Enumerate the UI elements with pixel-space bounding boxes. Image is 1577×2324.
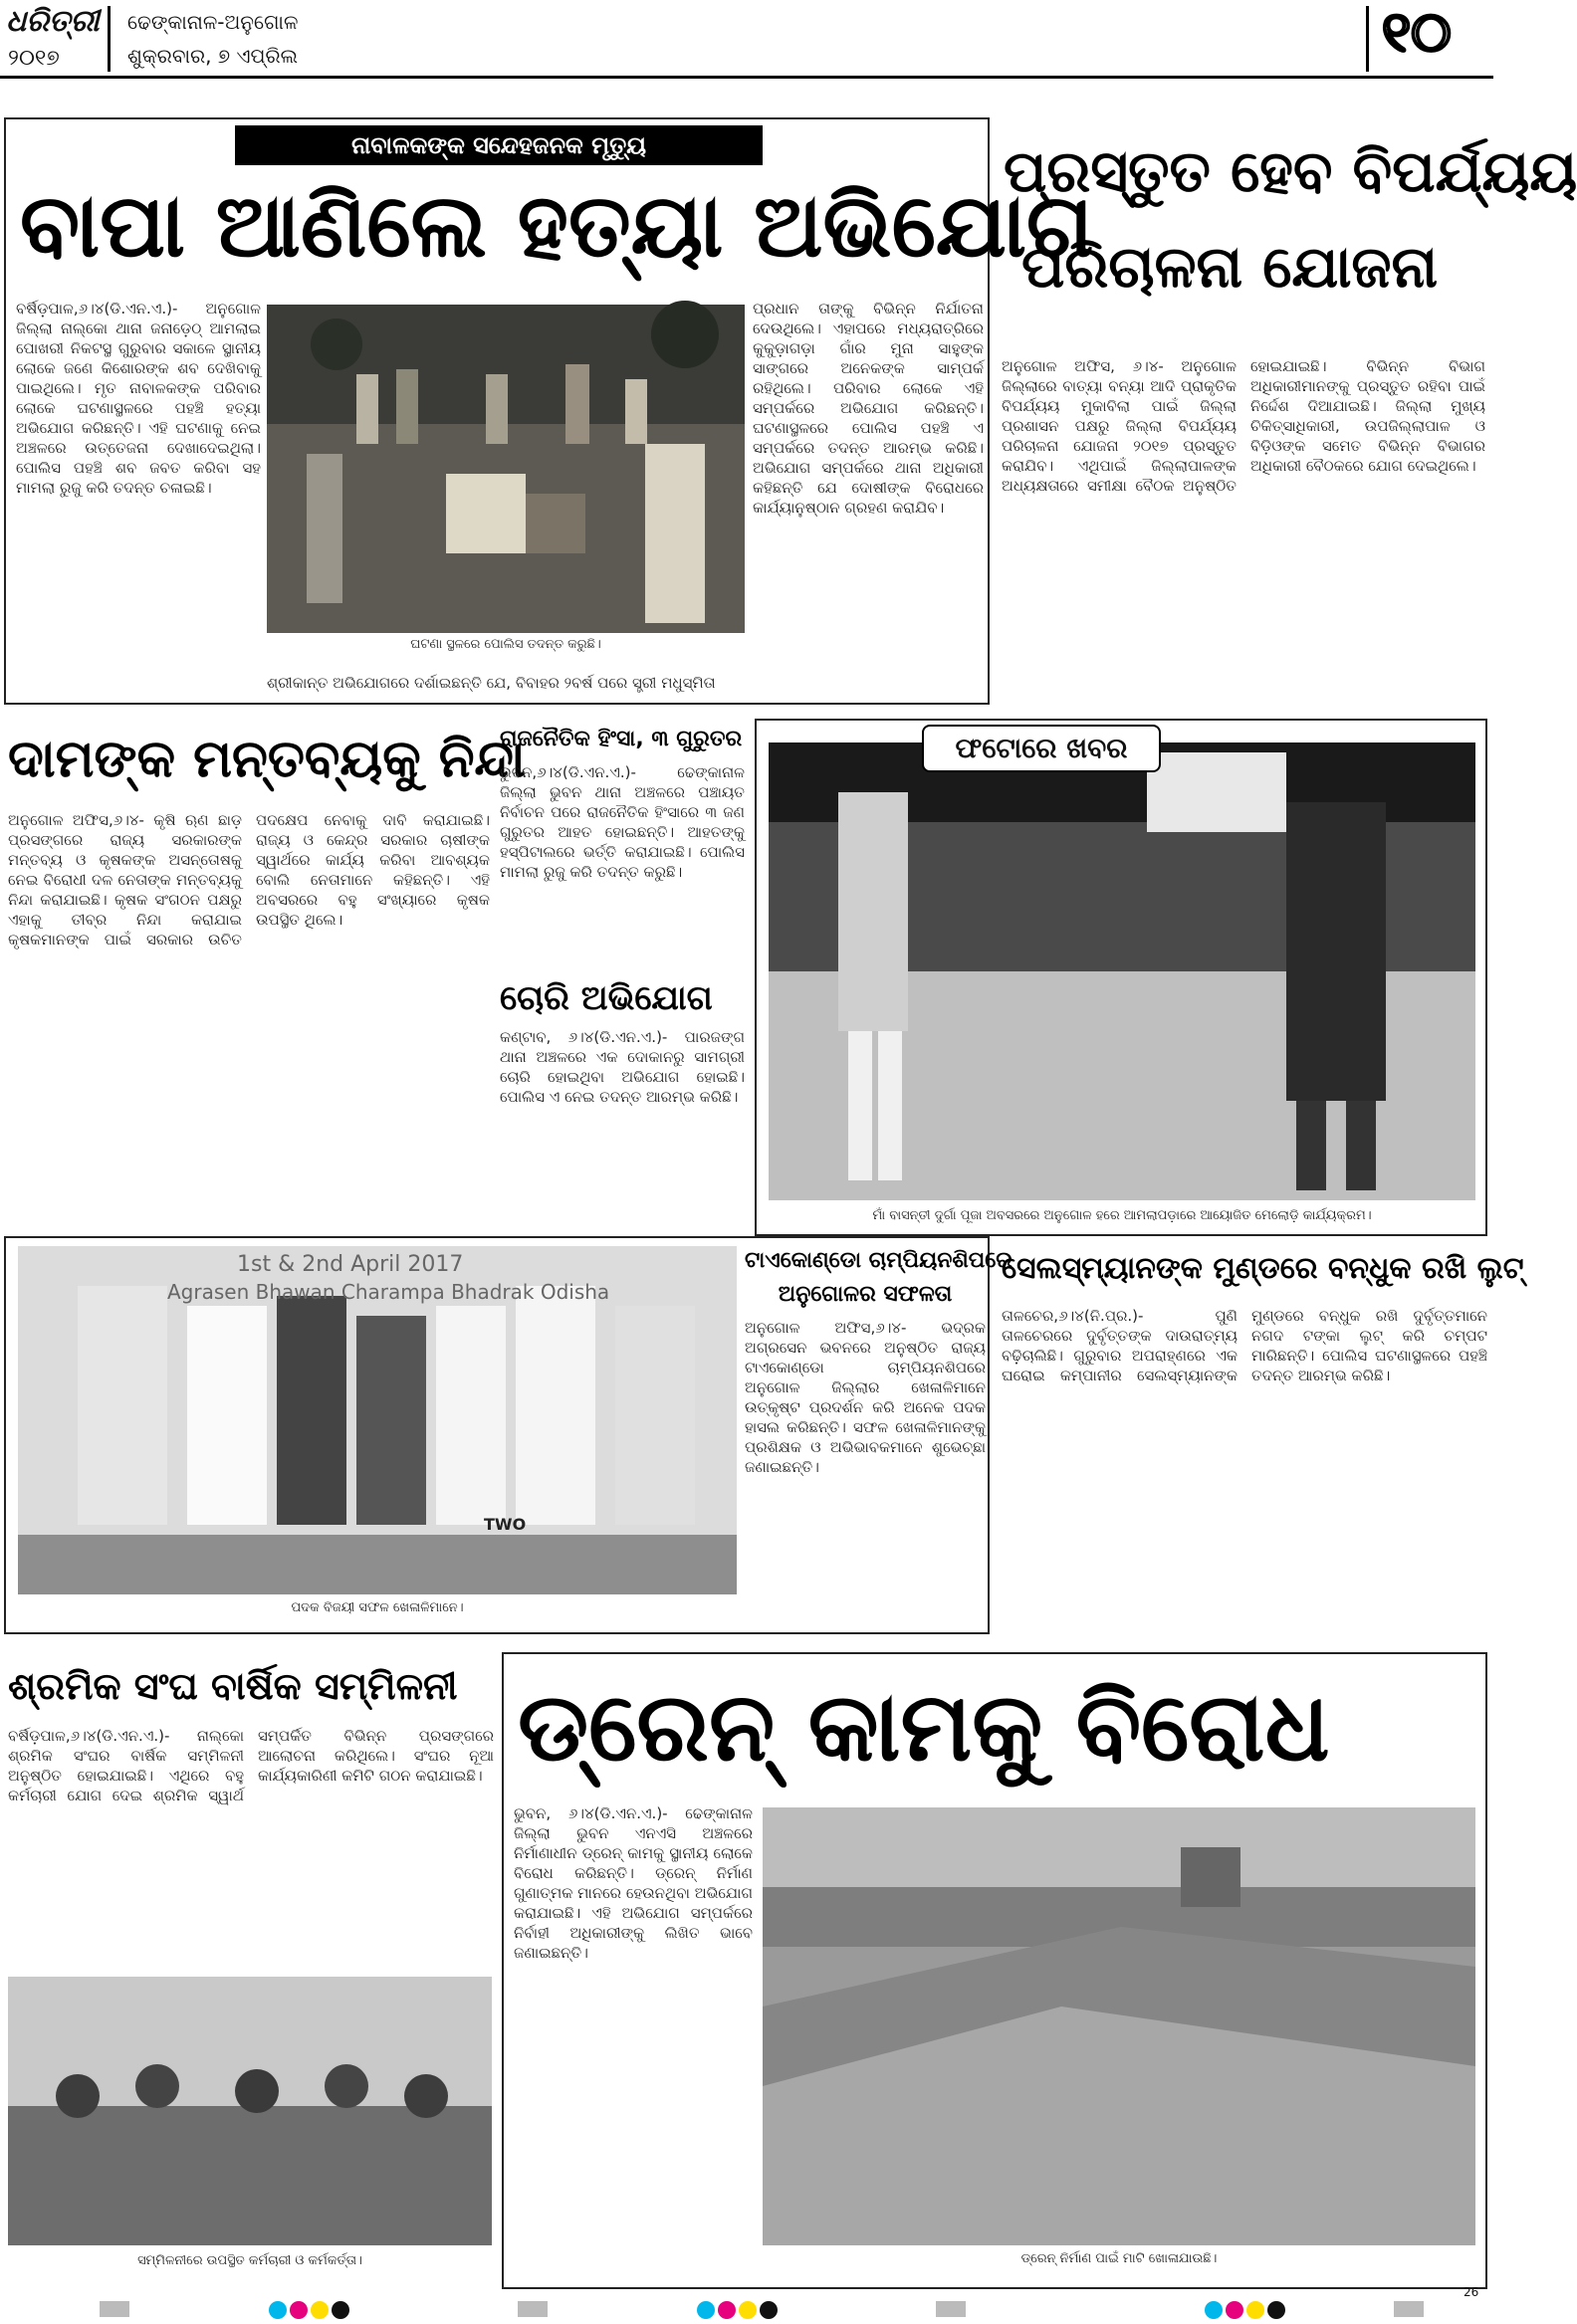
- swatch-magenta: [718, 2301, 736, 2319]
- story5-headline: ଚୋରି ଅଭିଯୋଗ: [500, 978, 713, 1018]
- meeting-hall-graphic: [8, 1977, 492, 2245]
- story8-headline: ସେଲସ୍‌ମ୍ୟାନଙ୍କ ମୁଣ୍ଡରେ ବନ୍ଧୁକ ରଖି ଲୁଟ୍: [1002, 1251, 1524, 1286]
- story-photo-news: [755, 719, 1487, 1236]
- story7-body: ଅନୁଗୋଳ ଅଫିସ,୬।୪- ଭଦ୍ରକ ଅଗ୍ରସେନ ଭବନରେ ଅନୁଷ୍ଠିତ ରାଜ୍ୟ ଟାଏକୋଣ୍ଡୋ ଚାମ୍ପିୟନଶିପରେ ଅନୁଗୋଳ ଜିଲ୍ଲାର ଖେଳାଳିମାନେ ଉତ୍କୃଷ୍ଟ ପ୍ରଦର୍ଶନ କରି ଅନେକ ପଦକ ହାସଲ କରିଛନ୍ତି। ସଫଳ ଖେଳାଳିମାନଙ୍କୁ ପ୍ରଶିକ୍ଷକ ଓ ଅଭିଭାବକମାନେ ଶୁଭେଚ୍ଛା ଜଣାଇଛନ୍ତି।: [745, 1319, 986, 1476]
- concert-stage-graphic: [769, 742, 1475, 1200]
- swatch-cyan: [1205, 2301, 1223, 2319]
- story6-photo: [769, 742, 1475, 1200]
- swatch-cyan: [269, 2301, 287, 2319]
- story10-body: ଭୁବନ, ୬।୪(ଡି.ଏନ.ଏ.)- ଢେଙ୍କାନାଳ ଜିଲ୍ଲା ଭୁବନ ଏନଏସି ଅଞ୍ଚଳରେ ନିର୍ମାଣାଧୀନ ଡ୍ରେନ୍ କାମକୁ ସ୍ଥାନୀୟ ଲୋକେ ବିରୋଧ କରିଛନ୍ତି। ଡ୍ରେନ୍ ନିର୍ମାଣ ଗୁଣାତ୍ମକ ମାନରେ ହେଉନଥିବା ଅଭିଯୋଗ କରାଯାଇଛି। ଏହି ଅଭିଯୋଗ ସମ୍ପର୍କରେ ନିର୍ବାହୀ ଅଧିକାରୀଙ୍କୁ ଲିଖିତ ଭାବେ ଜଣାଇଛନ୍ତି।: [514, 1804, 753, 1962]
- story-political-violence: [498, 719, 747, 969]
- register-block: [100, 2301, 129, 2317]
- story1-headline: ବାପା ଆଣିଲେ ହତ୍ୟା ଅଭିଯୋଗ: [20, 174, 1094, 277]
- register-block: [1394, 2301, 1424, 2317]
- story9-headline: ଶ୍ରମିକ ସଂଘ ବାର୍ଷିକ ସମ୍ମିଳନୀ: [8, 1664, 458, 1708]
- swatch-magenta: [1226, 2301, 1243, 2319]
- story-taekwondo: [4, 1236, 1013, 1634]
- register-block: [518, 2301, 548, 2317]
- story1-body-right: ପ୍ରଧାନ ତାଙ୍କୁ ବିଭିନ୍ନ ନିର୍ଯାତନା ଦେଉଥିଲେ। ଏହାପରେ ମଧ୍ୟରାତ୍ରିରେ କୁକୁଡ଼ାଗଡ଼ା ଗାଁର ମୁନା ସାହୁଙ୍କ ସାଙ୍ଗରେ ଅନେକଙ୍କ ସାମ୍ପର୍କ ରହିଥିଲେ। ପରିବାର ଲୋକେ ଏହି ସମ୍ପର୍କରେ ଅଭିଯୋଗ କରିଛନ୍ତି। ଘଟଣାସ୍ଥଳରେ ପୋଲିସ ପହଞ୍ଚି ଏ ସମ୍ପର୍କରେ ତଦନ୍ତ ଆରମ୍ଭ କରିଛି। ଅଭିଯୋଗ ସମ୍ପର୍କରେ ଥାନା ଅଧିକାରୀ କହିଛନ୍ତି ଯେ ଦୋଷୀଙ୍କ ବିରୋଧରେ କାର୍ଯ୍ୟାନୁଷ୍ଠାନ ଗ୍ରହଣ କରାଯିବ।: [753, 300, 984, 517]
- story3-headline: ଦାମଙ୍କ ମନ୍ତବ୍ୟକୁ ନିନ୍ଦା: [8, 730, 526, 789]
- story10-caption: ଡ୍ରେନ୍ ନିର୍ମାଣ ପାଇଁ ମାଟି ଖୋଳାଯାଉଛି।: [1020, 2251, 1218, 2266]
- story-theft-allegation: [498, 975, 747, 1236]
- register-block: [936, 2301, 966, 2317]
- story10-photo: [763, 1807, 1475, 2245]
- print-footer: [0, 2285, 1493, 2324]
- masthead-edition: ଢେଙ୍କାନାଳ-ଅନୁଗୋଳ: [127, 10, 299, 34]
- photo-news-badge: ଫଟୋରେ ଖବର: [922, 725, 1161, 772]
- story-murder-allegation: [4, 117, 1094, 705]
- color-swatches-3: [1205, 2301, 1288, 2323]
- swatch-yellow: [311, 2301, 329, 2319]
- story7-headline-line2: ଅନୁଗୋଳର ସଫଳତା: [778, 1282, 953, 1307]
- page-number: ୧୦: [1382, 0, 1452, 65]
- story-salesman-robbery: [996, 1236, 1524, 1634]
- story7-photo: [18, 1246, 737, 1594]
- story9-body: ବର୍ଷିଡ଼ପାଳ,୬।୪(ଡି.ଏନ.ଏ.)- ନାଲ୍କୋ ଶ୍ରମିକ ସଂଘର ବାର୍ଷିକ ସମ୍ମିଳନୀ ଅନୁଷ୍ଠିତ ହୋଇଯାଇଛି। ଏଥିରେ ବହୁ କର୍ମଚାରୀ ଯୋଗ ଦେଇ ଶ୍ରମିକ ସ୍ୱାର୍ଥ ସମ୍ପର୍କିତ ବିଭିନ୍ନ ପ୍ରସଙ୍ଗରେ ଆଲୋଚନା କରିଥିଲେ। ସଂଘର ନୂଆ କାର୍ଯ୍ୟକାରିଣୀ କମିଟି ଗଠନ କରାଯାଇଛି।: [8, 1727, 494, 1804]
- story4-headline: ରାଜନୈତିକ ହିଂସା, ୩ ଗୁରୁତର: [500, 727, 743, 751]
- banner-subtext: Agrasen Bhawan Charampa Bhadrak Odisha: [167, 1280, 610, 1304]
- story9-caption: ସମ୍ମିଳନୀରେ ଉପସ୍ଥିତ କର୍ମଚାରୀ ଓ କର୍ମକର୍ତ୍ତା।: [137, 2253, 362, 2268]
- page-code: 26: [1464, 2285, 1479, 2299]
- story7-headline-line1: ଟାଏକୋଣ୍ଡୋ ଚାମ୍ପିୟନଶିପରେ: [745, 1248, 1013, 1273]
- story-condemnation: [4, 719, 526, 1236]
- story9-photo: [8, 1977, 492, 2245]
- story8-body: ତାଳଚେର,୬।୪(ନି.ପ୍ର.)- ପୁଣି ତାଳଚେରରେ ଦୁର୍ବୃତ୍ତଙ୍କ ଦାଉରାତ୍ମ୍ୟ ବଢ଼ିଚାଲିଛି। ଗୁରୁବାର ଅପରାହ୍ଣରେ ଏକ ଘରୋଇ କମ୍ପାନୀର ସେଲସ୍‌ମ୍ୟାନଙ୍କ ମୁଣ୍ଡରେ ବନ୍ଧୁକ ରଖି ଦୁର୍ବୃତ୍ତମାନେ ନଗଦ ଟଙ୍କା ଲୁଟ୍ କରି ଚମ୍ପଟ ମାରିଛନ୍ତି। ପୋଲିସ ଘଟଣାସ୍ଥଳରେ ପହଞ୍ଚି ତଦନ୍ତ ଆରମ୍ଭ କରିଛି।: [1002, 1307, 1487, 1384]
- story3-body: ଅନୁଗୋଳ ଅଫିସ,୬।୪- କୃଷି ଋଣ ଛାଡ଼ ପ୍ରସଙ୍ଗରେ ରାଜ୍ୟ ସରକାରଙ୍କ ମନ୍ତବ୍ୟ ଓ କୃଷକଙ୍କ ଅସନ୍ତୋଷକୁ ନେଇ ବିରୋଧୀ ଦଳ ନେତାଙ୍କ ମନ୍ତବ୍ୟକୁ ନିନ୍ଦା କରାଯାଇଛି। କୃଷକ ସଂଗଠନ ପକ୍ଷରୁ ଏହାକୁ ତୀବ୍ର ନିନ୍ଦା କରାଯାଇ କୃଷକମାନଙ୍କ ପାଇଁ ସରକାର ଉଚିତ ପଦକ୍ଷେପ ନେବାକୁ ଦାବି କରାଯାଇଛି। ରାଜ୍ୟ ଓ କେନ୍ଦ୍ର ସରକାର ଚାଷୀଙ୍କ ସ୍ୱାର୍ଥରେ କାର୍ଯ୍ୟ କରିବା ଆବଶ୍ୟକ ବୋଲି ନେତାମାନେ କହିଛନ୍ତି। ଏହି ଅବସରରେ ବହୁ ସଂଖ୍ୟାରେ କୃଷକ ଉପସ୍ଥିତ ଥିଲେ।: [8, 811, 490, 949]
- drain-construction-graphic: [763, 1807, 1475, 2245]
- banner-text: 1st & 2nd April 2017: [237, 1252, 464, 1277]
- story2-body: ଅନୁଗୋଳ ଅଫିସ, ୬।୪- ଅନୁଗୋଳ ଜିଲ୍ଲାରେ ବାତ୍ୟା ବନ୍ୟା ଆଦି ପ୍ରାକୃତିକ ବିପର୍ଯ୍ୟୟ ମୁକାବିଲା ପାଇଁ ଜିଲ୍ଲା ପ୍ରଶାସନ ପକ୍ଷରୁ ଜିଲ୍ଲା ବିପର୍ଯ୍ୟୟ ପରିଚାଳନା ଯୋଜନା ୨୦୧୭ ପ୍ରସ୍ତୁତ କରାଯିବ। ଏଥିପାଇଁ ଜିଲ୍ଲାପାଳଙ୍କ ଅଧ୍ୟକ୍ଷତାରେ ସମୀକ୍ଷା ବୈଠକ ଅନୁଷ୍ଠିତ ହୋଇଯାଇଛି। ବିଭିନ୍ନ ବିଭାଗ ଅଧିକାରୀମାନଙ୍କୁ ପ୍ରସ୍ତୁତ ରହିବା ପାଇଁ ନିର୍ଦ୍ଦେଶ ଦିଆଯାଇଛି। ଜିଲ୍ଲା ମୁଖ୍ୟ ଚିକିତ୍ସାଧିକାରୀ, ଉପଜିଲ୍ଲାପାଳ ଓ ବିଡ଼ିଓଙ୍କ ସମେତ ବିଭିନ୍ନ ବିଭାଗର ଅଧିକାରୀ ବୈଠକରେ ଯୋଗ ଦେଇଥିଲେ।: [1002, 357, 1485, 495]
- story2-headline-line2: ପରିଚାଳନା ଯୋଜନା: [1021, 233, 1439, 301]
- masthead-page-divider: [1366, 6, 1369, 72]
- story1-photo: [267, 305, 745, 633]
- swatch-cyan: [697, 2301, 715, 2319]
- masthead-date: ଶୁକ୍ରବାର, ୭ ଏପ୍ରିଲ: [127, 44, 299, 68]
- masthead-divider: [108, 6, 111, 72]
- color-swatches-1: [269, 2301, 352, 2323]
- shirt-text: TWO: [484, 1515, 527, 1534]
- night-scene-graphic: [267, 305, 745, 633]
- story-union-conference: [4, 1652, 498, 2289]
- swatch-black: [332, 2301, 349, 2319]
- story6-caption: ମାଁ ବାସନ୍ତୀ ଦୁର୍ଗା ପୂଜା ଅବସରରେ ଅନୁଗୋଳ ହରେ ଆମଲାପଡ଼ାରେ ଆୟୋଜିତ ମେଲୋଡ଼ି କାର୍ଯ୍ୟକ୍ରମ।: [872, 1208, 1372, 1223]
- story-drain-protest: [502, 1652, 1487, 2289]
- masthead: [0, 0, 1493, 80]
- story7-caption: ପଦକ ବିଜୟୀ ସଫଳ ଖେଳାଳିମାନେ।: [291, 1600, 464, 1615]
- swatch-yellow: [739, 2301, 757, 2319]
- story1-photo-caption: ଘଟଣା ସ୍ଥଳରେ ପୋଲିସ ତଦନ୍ତ କରୁଛି।: [410, 637, 601, 652]
- swatch-yellow: [1246, 2301, 1264, 2319]
- story10-headline: ଡ୍ରେନ୍ କାମକୁ ବିରୋଧ: [518, 1671, 1330, 1783]
- story1-kicker: ନାବାଳକଙ୍କ ସନ୍ଦେହଜନକ ମୃତ୍ୟୁ: [235, 125, 763, 165]
- masthead-bottom-rule: [0, 76, 1493, 79]
- story4-body: ଭୁବନ,୬।୪(ଡି.ଏନ.ଏ.)- ଢେଙ୍କାନାଳ ଜିଲ୍ଲା ଭୁବନ ଥାନା ଅଞ୍ଚଳରେ ପଞ୍ଚାୟତ ନିର୍ବାଚନ ପରେ ରାଜନୈତିକ ହିଂସାରେ ୩ ଜଣ ଗୁରୁତର ଆହତ ହୋଇଛନ୍ତି। ଆହତଙ୍କୁ ହସ୍ପିଟାଲରେ ଭର୍ତ୍ତି କରାଯାଇଛି। ପୋଲିସ ମାମଲା ରୁଜୁ କରି ତଦନ୍ତ କରୁଛି।: [500, 763, 745, 881]
- story5-body: କଣ୍ଟାବ, ୬।୪(ଡି.ଏନ.ଏ.)- ପାରଜଙ୍ଗ ଥାନା ଅଞ୍ଚଳରେ ଏକ ଦୋକାନରୁ ସାମଗ୍ରୀ ଚୋରି ହୋଇଥିବା ଅଭିଯୋଗ ହୋଇଛି। ପୋଲିସ ଏ ନେଇ ତଦନ୍ତ ଆରମ୍ଭ କରିଛି।: [500, 1028, 745, 1106]
- story-disaster-plan: [996, 117, 1577, 705]
- swatch-black: [1267, 2301, 1285, 2319]
- masthead-brand: ଧରିତ୍ରୀ: [6, 4, 100, 39]
- story2-headline-line1: ପ୍ରସ୍ତୁତ ହେବ ବିପର୍ଯ୍ୟୟ: [1004, 137, 1577, 205]
- color-swatches-2: [697, 2301, 781, 2323]
- swatch-magenta: [290, 2301, 308, 2319]
- story1-footer-line: ଶ୍ରୀକାନ୍ତ ଅଭିଯୋଗରେ ଦର୍ଶାଇଛନ୍ତି ଯେ, ବିବାହର ୨ବର୍ଷ ପରେ ସ୍ତ୍ରୀ ମଧୁସ୍ମିତା: [267, 674, 716, 692]
- swatch-black: [760, 2301, 778, 2319]
- masthead-year: ୨୦୧୭: [8, 46, 60, 71]
- story1-body-left: ବର୍ଷିଡ଼ପାଳ,୬।୪(ଡି.ଏନ.ଏ.)- ଅନୁଗୋଳ ଜିଲ୍ଲା ନାଲ୍କୋ ଥାନା ଜନାଡ଼େଠ୍ ଆମଲାଇ ପୋଖରୀ ନିକଟସ୍ଥ ଗୁରୁବାର ସକାଳେ ସ୍ଥାନୀୟ ଲୋକେ ଜଣେ କିଶୋରଙ୍କ ଶବ ଦେଖିବାକୁ ପାଇଥିଲେ। ମୃତ ନାବାଳକଙ୍କ ପରିବାର ଲୋକେ ଘଟଣାସ୍ଥଳରେ ପହଞ୍ଚି ହତ୍ୟା ଅଭିଯୋଗ କରିଛନ୍ତି। ଏହି ଘଟଣାକୁ ନେଇ ଅଞ୍ଚଳରେ ଉତ୍ତେଜନା ଦେଖାଦେଇଥିଲା। ପୋଲିସ ପହଞ୍ଚି ଶବ ଜବତ କରିବା ସହ ମାମଲା ରୁଜୁ କରି ତଦନ୍ତ ଚଳାଇଛି।: [16, 300, 261, 497]
